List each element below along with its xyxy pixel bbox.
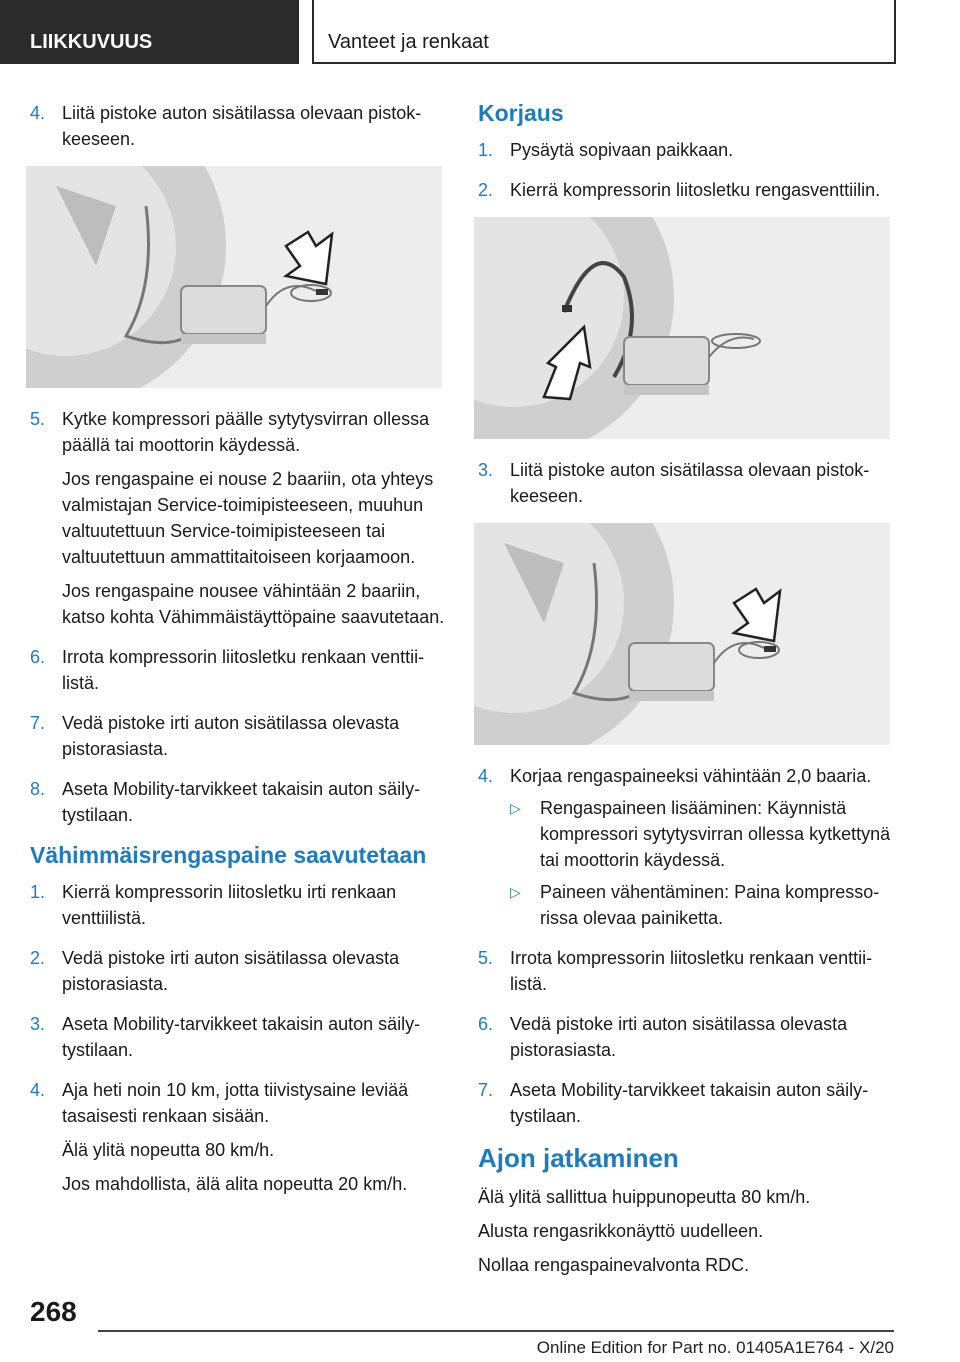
step-r5	[478, 945, 896, 997]
step-number: 5.	[478, 948, 494, 968]
paragraph: Alusta rengasrikkonäyttö uudelleen.	[478, 1221, 764, 1241]
step-text: Korjaa rengaspaineeksi vähintään 2,0 baaria.	[510, 766, 872, 786]
step-number: 5.	[30, 409, 46, 429]
step-text: Aseta Mobility-tarvikkeet takaisin auton säilytystilaan.	[62, 779, 421, 825]
step-number: 7.	[30, 713, 46, 733]
step-text: Kierrä kompressorin liitosletku irti renkaan venttiilistä.	[62, 882, 397, 928]
header-title: Vanteet ja renkaat	[312, 0, 896, 64]
step-number: 7.	[478, 1080, 494, 1100]
step-text: Aja heti noin 10 km, jotta tiivistysaine leviää tasaisesti renkaan sisään.	[62, 1080, 409, 1126]
section-heading: Korjaus	[478, 100, 564, 126]
bullet-item	[510, 879, 896, 931]
step-text: Irrota kompressorin liitosletku renkaan venttiilistä.	[62, 647, 425, 693]
step-number: 2.	[478, 180, 494, 200]
step-c1	[30, 879, 448, 931]
paragraph: Nollaa rengaspainevalvonta RDC.	[478, 1255, 750, 1275]
paragraph: Älä ylitä sallittua huippunopeutta 80 km/h.	[478, 1187, 811, 1207]
step-text: Aseta Mobility-tarvikkeet takaisin auton säilytystilaan.	[62, 1014, 421, 1060]
step-number: 2.	[30, 948, 46, 968]
step-number: 1.	[30, 882, 46, 902]
bullet-item	[510, 795, 896, 873]
step-note: Älä ylitä nopeutta 80 km/h.	[62, 1140, 275, 1160]
step-text: Vedä pistoke irti auton sisätilassa olevasta pistorasiasta.	[62, 948, 400, 994]
step-r4	[478, 763, 896, 931]
step-note: Jos mahdollista, älä alita nopeutta 20 km/h.	[62, 1174, 408, 1194]
step-c2	[30, 945, 448, 997]
right-column	[478, 100, 896, 1286]
step-c3	[30, 1011, 448, 1063]
step-number: 8.	[30, 779, 46, 799]
step-l4	[30, 100, 448, 152]
step-text: Vedä pistoke irti auton sisätilassa olevasta pistorasiasta.	[62, 713, 400, 759]
left-column	[30, 100, 448, 1211]
step-number: 1.	[478, 140, 494, 160]
figure-compressor-plug-2	[474, 523, 890, 745]
step-text: Kierrä kompressorin liitosletku rengasventtiilin.	[510, 180, 881, 200]
step-r6	[478, 1011, 896, 1063]
section-heading: Vähimmäisrengaspaine saavutetaan	[30, 842, 427, 868]
step-r7	[478, 1077, 896, 1129]
step-number: 6.	[478, 1014, 494, 1034]
step-l6	[30, 644, 448, 696]
step-r3	[478, 457, 896, 509]
step-text: Irrota kompressorin liitosletku renkaan venttiilistä.	[510, 948, 873, 994]
footer-edition: Online Edition for Part no. 01405A1E764 - X/20	[536, 1338, 894, 1357]
step-c4	[30, 1077, 448, 1197]
step-number: 4.	[30, 103, 46, 123]
page-number: 268	[30, 1296, 77, 1327]
step-text: Liitä pistoke auton sisätilassa olevaan pistokkeeseen.	[62, 103, 422, 149]
step-r1	[478, 137, 896, 163]
step-r2	[478, 177, 896, 203]
step-text: Kytke kompressori päälle sytytysvirran ollessa päällä tai moottorin käydessä.	[62, 409, 430, 455]
triangle-bullet-icon: ▷	[510, 800, 521, 816]
figure-compressor-plug	[26, 166, 442, 388]
triangle-bullet-icon: ▷	[510, 884, 521, 900]
footer-divider	[98, 1330, 894, 1332]
figure-valve-hose	[474, 217, 890, 439]
step-text: Vedä pistoke irti auton sisätilassa olevasta pistorasiasta.	[510, 1014, 848, 1060]
step-l8	[30, 776, 448, 828]
step-number: 3.	[478, 460, 494, 480]
step-number: 6.	[30, 647, 46, 667]
step-number: 4.	[478, 766, 494, 786]
bullet-text: Paineen vähentäminen: Paina kompressorissa olevaa painiketta.	[540, 882, 880, 928]
step-number: 3.	[30, 1014, 46, 1034]
step-text: Aseta Mobility-tarvikkeet takaisin auton säilytystilaan.	[510, 1080, 869, 1126]
step-l7	[30, 710, 448, 762]
section-heading-large: Ajon jatkaminen	[478, 1143, 679, 1173]
step-text: Pysäytä sopivaan paikkaan.	[510, 140, 734, 160]
bullet-text: Rengaspaineen lisääminen: Käynnistä kompressori sytytysvirran ollessa kytkettynä tai moottorin käydessä.	[540, 798, 891, 870]
step-l5	[30, 406, 448, 630]
header-section: LIIKKUVUUS	[0, 0, 299, 64]
step-text: Liitä pistoke auton sisätilassa olevaan pistokkeeseen.	[510, 460, 870, 506]
step-note: Jos rengaspaine ei nouse 2 baariin, ota yhteys valmistajan Service-toimipisteeseen, muuhun valtuutettuun Service-toimipisteeseen tai valtuutettuun ammattitaitoiseen korjaamoon.	[62, 469, 434, 567]
step-note: Jos rengaspaine nousee vähintään 2 baariin, katso kohta Vähimmäistäyttöpaine saavutetaan.	[62, 581, 445, 627]
step-number: 4.	[30, 1080, 46, 1100]
